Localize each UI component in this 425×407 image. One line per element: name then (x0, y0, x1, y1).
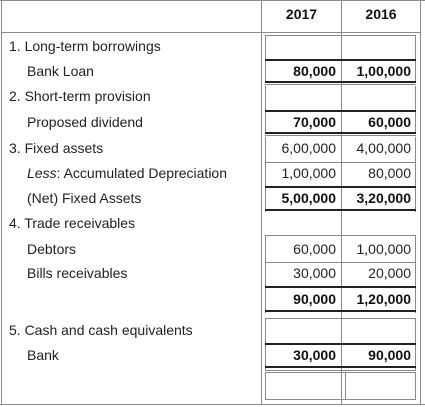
box-line (265, 235, 416, 236)
inner-v (415, 137, 416, 212)
inner-v (265, 372, 266, 400)
box-line (265, 372, 416, 373)
total-rule (265, 209, 416, 211)
total-rule (265, 110, 416, 112)
header-2017: 2017 (285, 6, 318, 22)
header-2016: 2016 (365, 6, 397, 22)
value-2016: 80,000 (368, 165, 411, 181)
total-rule (265, 186, 416, 188)
less-rest: : Accumulated Depreciation (56, 165, 228, 181)
value-2017: 80,000 (293, 63, 336, 79)
row-label-less (27, 164, 227, 182)
row-label: (Net) Fixed Assets (27, 190, 142, 206)
section-title: 4. Trade receivables (9, 215, 136, 231)
value-2016: 60,000 (368, 114, 411, 130)
total-rule (265, 366, 416, 368)
box-line (265, 399, 416, 400)
box-line (265, 370, 416, 371)
value-2017: 60,000 (293, 241, 336, 257)
box-line (265, 135, 416, 136)
header-divider (1, 32, 421, 33)
value-2016: 1,00,000 (356, 63, 411, 79)
section-title: 1. Long-term borrowings (9, 38, 161, 54)
box-line (265, 318, 416, 319)
inner-v (345, 372, 346, 400)
box-line (265, 35, 416, 36)
less-prefix: Less (27, 165, 57, 181)
value-2016: 20,000 (368, 265, 411, 281)
section-title: 3. Fixed assets (9, 140, 104, 156)
value-2016: 4,00,000 (356, 140, 411, 156)
box-line (265, 162, 416, 163)
total-rule (265, 81, 416, 83)
total-rule (265, 59, 416, 61)
section-title: 2. Short-term provision (9, 88, 151, 104)
border-bottom (0, 404, 425, 405)
border-right (420, 0, 421, 405)
section-title: 5. Cash and cash equivalents (9, 322, 193, 338)
col-divider-1 (261, 0, 262, 405)
row-label: Debtors (27, 241, 77, 257)
total-rule (265, 343, 416, 345)
value-2016: 1,20,000 (356, 291, 411, 307)
row-label: Bank (27, 347, 59, 363)
total-rule (265, 310, 416, 312)
value-2017: 5,00,000 (281, 190, 336, 206)
value-2017: 6,00,000 (281, 140, 336, 156)
total-rule (265, 132, 416, 134)
inner-v (265, 236, 266, 313)
row-label: Bills receivables (27, 265, 128, 281)
value-2017: 30,000 (293, 265, 336, 281)
border-left (1, 0, 2, 405)
value-2017: 30,000 (293, 347, 336, 363)
value-2017: 1,00,000 (281, 165, 336, 181)
row-label: Bank Loan (27, 63, 94, 79)
value-2017: 70,000 (293, 114, 336, 130)
inner-v (415, 236, 416, 313)
value-2017: 90,000 (293, 291, 336, 307)
row-label: Proposed dividend (27, 114, 143, 130)
inner-v (265, 137, 266, 212)
box-line (265, 262, 416, 263)
inner-v (415, 372, 416, 400)
total-rule (265, 286, 416, 288)
value-2016: 90,000 (368, 347, 411, 363)
box-line (265, 84, 416, 85)
border-top (0, 0, 425, 1)
value-2016: 1,00,000 (356, 241, 411, 257)
value-2016: 3,20,000 (356, 190, 411, 206)
